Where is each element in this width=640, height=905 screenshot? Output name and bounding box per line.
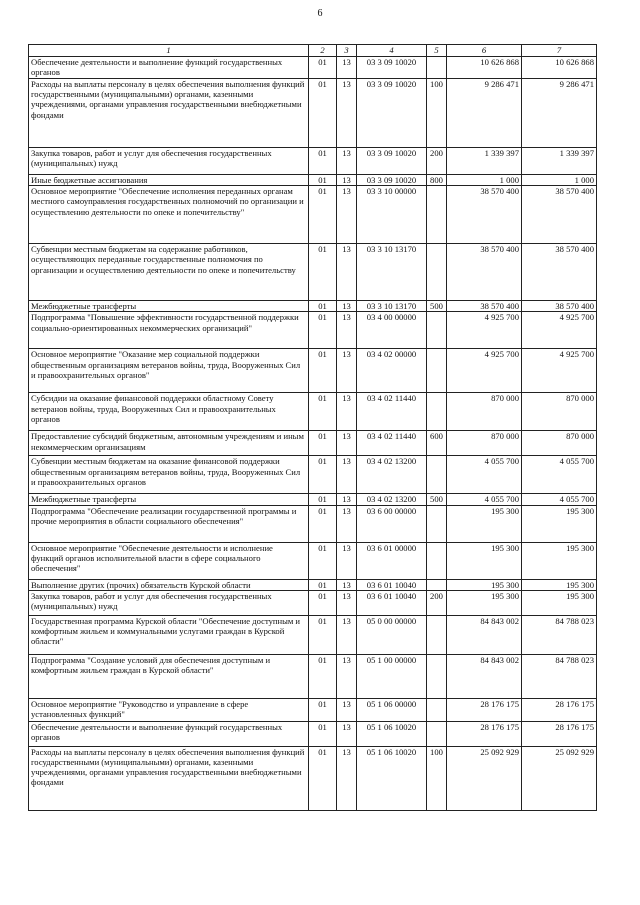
- row-expense-type: [427, 57, 447, 79]
- row-target-code: 03 3 09 10020: [357, 57, 427, 79]
- row-target-code: 03 4 02 00000: [357, 349, 427, 393]
- table-row: [29, 186, 597, 244]
- row-expense-type: [427, 312, 447, 349]
- row-subsection: 13: [337, 505, 357, 542]
- table-row: [29, 312, 597, 349]
- row-name: Субвенции местным бюджетам на содержание работников, осуществляющих переданные государственные полномочия по организации и осуществлению деятельности по опеке и попечительству: [29, 244, 309, 301]
- row-name: Субсидии на оказание финансовой поддержки областному Совету ветеранов войны, труда, Вооруженных Сил и правоохранительных органов: [29, 393, 309, 431]
- row-amount-year-1: 4 055 700: [447, 456, 522, 494]
- row-target-code: 03 4 02 11440: [357, 393, 427, 431]
- row-subsection: 13: [337, 654, 357, 698]
- row-amount-year-1: 4 925 700: [447, 312, 522, 349]
- row-amount-year-1: 195 300: [447, 542, 522, 579]
- row-name: Межбюджетные трансферты: [29, 301, 309, 312]
- table-row: [29, 505, 597, 542]
- row-amount-year-2: 38 570 400: [522, 301, 597, 312]
- row-name: Иные бюджетные ассигнования: [29, 175, 309, 186]
- row-section: 01: [309, 494, 337, 505]
- row-subsection: 13: [337, 244, 357, 301]
- row-expense-type: [427, 349, 447, 393]
- row-amount-year-2: 4 925 700: [522, 349, 597, 393]
- row-amount-year-1: 25 092 929: [447, 746, 522, 810]
- row-expense-type: 800: [427, 175, 447, 186]
- row-expense-type: 200: [427, 590, 447, 615]
- row-section: 01: [309, 590, 337, 615]
- row-target-code: 05 1 06 00000: [357, 698, 427, 721]
- row-subsection: 13: [337, 186, 357, 244]
- row-amount-year-2: 4 925 700: [522, 312, 597, 349]
- row-name: Основное мероприятие "Руководство и управление в сфере установленных функций": [29, 698, 309, 721]
- row-amount-year-2: 28 176 175: [522, 721, 597, 746]
- row-subsection: 13: [337, 494, 357, 505]
- header-col-6: 6: [447, 45, 522, 57]
- row-expense-type: [427, 505, 447, 542]
- row-subsection: 13: [337, 175, 357, 186]
- row-amount-year-2: 84 788 023: [522, 654, 597, 698]
- row-section: 01: [309, 579, 337, 590]
- row-subsection: 13: [337, 349, 357, 393]
- row-section: 01: [309, 431, 337, 456]
- row-section: 01: [309, 186, 337, 244]
- header-col-5: 5: [427, 45, 447, 57]
- row-amount-year-1: 195 300: [447, 505, 522, 542]
- row-amount-year-1: 870 000: [447, 431, 522, 456]
- row-target-code: 03 3 09 10020: [357, 148, 427, 175]
- table-row: [29, 148, 597, 175]
- row-subsection: 13: [337, 579, 357, 590]
- row-subsection: 13: [337, 615, 357, 654]
- row-amount-year-2: 9 286 471: [522, 79, 597, 148]
- row-name: Основное мероприятие "Обеспечение исполнения переданных органам местного самоуправления государственных полномочий по организации и осуществлению деятельности по опеке и попечительству": [29, 186, 309, 244]
- row-expense-type: [427, 721, 447, 746]
- row-subsection: 13: [337, 721, 357, 746]
- row-section: 01: [309, 349, 337, 393]
- row-section: 01: [309, 456, 337, 494]
- row-amount-year-1: 38 570 400: [447, 244, 522, 301]
- table-row: [29, 175, 597, 186]
- row-section: 01: [309, 615, 337, 654]
- row-expense-type: [427, 615, 447, 654]
- row-section: 01: [309, 301, 337, 312]
- row-section: 01: [309, 175, 337, 186]
- header-col-1: 1: [29, 45, 309, 57]
- table-row: [29, 431, 597, 456]
- row-amount-year-1: 870 000: [447, 393, 522, 431]
- row-name: Расходы на выплаты персоналу в целях обеспечения выполнения функций государственными (муниципальными) органами, казенными учреждениями, органами управления государственными внебюджетными фондами: [29, 79, 309, 148]
- budget-table: [28, 44, 597, 811]
- row-expense-type: [427, 393, 447, 431]
- row-amount-year-1: 195 300: [447, 579, 522, 590]
- row-name: Выполнение других (прочих) обязательств Курской области: [29, 579, 309, 590]
- row-expense-type: [427, 654, 447, 698]
- table-row: [29, 590, 597, 615]
- row-name: Подпрограмма "Повышение эффективности государственной поддержки социально-ориентированных некоммерческих организаций": [29, 312, 309, 349]
- table-row: [29, 393, 597, 431]
- row-amount-year-2: 4 055 700: [522, 494, 597, 505]
- row-section: 01: [309, 148, 337, 175]
- row-target-code: 03 4 02 13200: [357, 494, 427, 505]
- row-section: 01: [309, 654, 337, 698]
- row-name: Закупка товаров, работ и услуг для обеспечения государственных (муниципальных) нужд: [29, 590, 309, 615]
- row-name: Основное мероприятие "Обеспечение деятельности и исполнение функций органов исполнительной власти в сфере социального обеспечения": [29, 542, 309, 579]
- row-name: Подпрограмма "Создание условий для обеспечения доступным и комфортным жильем граждан в Курской области": [29, 654, 309, 698]
- row-amount-year-2: 870 000: [522, 393, 597, 431]
- row-target-code: 03 6 01 10040: [357, 590, 427, 615]
- page-number: 6: [317, 8, 323, 19]
- header-col-2: 2: [309, 45, 337, 57]
- table-row: [29, 301, 597, 312]
- row-amount-year-2: 195 300: [522, 505, 597, 542]
- row-amount-year-1: 10 626 868: [447, 57, 522, 79]
- row-expense-type: 100: [427, 746, 447, 810]
- row-expense-type: 200: [427, 148, 447, 175]
- row-amount-year-1: 9 286 471: [447, 79, 522, 148]
- row-target-code: 03 4 02 13200: [357, 456, 427, 494]
- row-amount-year-2: 84 788 023: [522, 615, 597, 654]
- row-expense-type: [427, 186, 447, 244]
- row-section: 01: [309, 746, 337, 810]
- row-name: Субвенции местным бюджетам на оказание финансовой поддержки общественным организациям ветеранов войны, труда, Вооруженных Сил и правоохранительных органов: [29, 456, 309, 494]
- header-col-3: 3: [337, 45, 357, 57]
- row-amount-year-2: 195 300: [522, 542, 597, 579]
- row-target-code: 05 1 06 10020: [357, 721, 427, 746]
- row-amount-year-2: 1 339 397: [522, 148, 597, 175]
- row-expense-type: [427, 456, 447, 494]
- table-row: [29, 542, 597, 579]
- row-amount-year-2: 25 092 929: [522, 746, 597, 810]
- table-row: [29, 456, 597, 494]
- row-target-code: 03 3 10 00000: [357, 186, 427, 244]
- row-target-code: 03 3 10 13170: [357, 301, 427, 312]
- row-name: Основное мероприятие "Оказание мер социальной поддержки общественным организациям ветеранов войны, труда, Вооруженных Сил и правоохранительных органов": [29, 349, 309, 393]
- row-section: 01: [309, 505, 337, 542]
- table-row: [29, 721, 597, 746]
- table-row: [29, 615, 597, 654]
- row-amount-year-2: 38 570 400: [522, 186, 597, 244]
- row-subsection: 13: [337, 590, 357, 615]
- table-row: [29, 494, 597, 505]
- row-expense-type: 100: [427, 79, 447, 148]
- row-subsection: 13: [337, 698, 357, 721]
- row-amount-year-1: 1 000: [447, 175, 522, 186]
- row-target-code: 03 4 00 00000: [357, 312, 427, 349]
- row-subsection: 13: [337, 393, 357, 431]
- row-amount-year-2: 195 300: [522, 590, 597, 615]
- row-expense-type: [427, 244, 447, 301]
- row-name: Государственная программа Курской области "Обеспечение доступным и комфортным жильем и коммунальными услугами граждан в Курской области": [29, 615, 309, 654]
- row-expense-type: [427, 579, 447, 590]
- row-subsection: 13: [337, 79, 357, 148]
- row-amount-year-1: 84 843 002: [447, 615, 522, 654]
- row-subsection: 13: [337, 431, 357, 456]
- row-amount-year-1: 4 055 700: [447, 494, 522, 505]
- table-row: [29, 654, 597, 698]
- row-subsection: 13: [337, 301, 357, 312]
- row-target-code: 03 6 01 10040: [357, 579, 427, 590]
- row-name: Расходы на выплаты персоналу в целях обеспечения выполнения функций государственными (муниципальными) органами, казенными учреждениями, органами управления государственными внебюджетными фондами: [29, 746, 309, 810]
- row-target-code: 03 6 01 00000: [357, 542, 427, 579]
- row-target-code: 05 1 00 00000: [357, 654, 427, 698]
- row-target-code: 03 3 10 13170: [357, 244, 427, 301]
- row-section: 01: [309, 698, 337, 721]
- table-row: [29, 79, 597, 148]
- row-subsection: 13: [337, 57, 357, 79]
- row-name: Предоставление субсидий бюджетным, автономным учреждениям и иным некоммерческим организациям: [29, 431, 309, 456]
- row-amount-year-2: 870 000: [522, 431, 597, 456]
- row-amount-year-1: 28 176 175: [447, 721, 522, 746]
- table-row: [29, 244, 597, 301]
- table-row: [29, 57, 597, 79]
- row-name: Подпрограмма "Обеспечение реализации государственной программы и прочие мероприятия в области социального обеспечения": [29, 505, 309, 542]
- row-target-code: 03 6 00 00000: [357, 505, 427, 542]
- row-section: 01: [309, 542, 337, 579]
- table-header-row: [29, 45, 597, 57]
- row-expense-type: [427, 698, 447, 721]
- table-row: [29, 746, 597, 810]
- row-section: 01: [309, 721, 337, 746]
- row-target-code: 03 3 09 10020: [357, 79, 427, 148]
- row-section: 01: [309, 393, 337, 431]
- row-expense-type: 500: [427, 494, 447, 505]
- row-name: Межбюджетные трансферты: [29, 494, 309, 505]
- table-row: [29, 698, 597, 721]
- row-name: Закупка товаров, работ и услуг для обеспечения государственных (муниципальных) нужд: [29, 148, 309, 175]
- row-amount-year-1: 4 925 700: [447, 349, 522, 393]
- header-col-4: 4: [357, 45, 427, 57]
- row-target-code: 03 3 09 10020: [357, 175, 427, 186]
- row-section: 01: [309, 57, 337, 79]
- row-amount-year-2: 1 000: [522, 175, 597, 186]
- row-subsection: 13: [337, 746, 357, 810]
- row-amount-year-2: 10 626 868: [522, 57, 597, 79]
- row-subsection: 13: [337, 148, 357, 175]
- header-col-7: 7: [522, 45, 597, 57]
- table-row: [29, 349, 597, 393]
- row-amount-year-1: 28 176 175: [447, 698, 522, 721]
- row-amount-year-1: 38 570 400: [447, 301, 522, 312]
- row-section: 01: [309, 79, 337, 148]
- row-expense-type: 600: [427, 431, 447, 456]
- row-target-code: 05 1 06 10020: [357, 746, 427, 810]
- row-amount-year-2: 38 570 400: [522, 244, 597, 301]
- row-amount-year-2: 28 176 175: [522, 698, 597, 721]
- row-section: 01: [309, 244, 337, 301]
- row-amount-year-1: 84 843 002: [447, 654, 522, 698]
- row-subsection: 13: [337, 542, 357, 579]
- row-name: Обеспечение деятельности и выполнение функций государственных органов: [29, 57, 309, 79]
- row-amount-year-1: 195 300: [447, 590, 522, 615]
- row-target-code: 03 4 02 11440: [357, 431, 427, 456]
- row-amount-year-1: 1 339 397: [447, 148, 522, 175]
- row-name: Обеспечение деятельности и выполнение функций государственных органов: [29, 721, 309, 746]
- row-subsection: 13: [337, 312, 357, 349]
- row-subsection: 13: [337, 456, 357, 494]
- row-target-code: 05 0 00 00000: [357, 615, 427, 654]
- row-expense-type: [427, 542, 447, 579]
- row-expense-type: 500: [427, 301, 447, 312]
- row-section: 01: [309, 312, 337, 349]
- row-amount-year-2: 195 300: [522, 579, 597, 590]
- row-amount-year-1: 38 570 400: [447, 186, 522, 244]
- row-amount-year-2: 4 055 700: [522, 456, 597, 494]
- table-row: [29, 579, 597, 590]
